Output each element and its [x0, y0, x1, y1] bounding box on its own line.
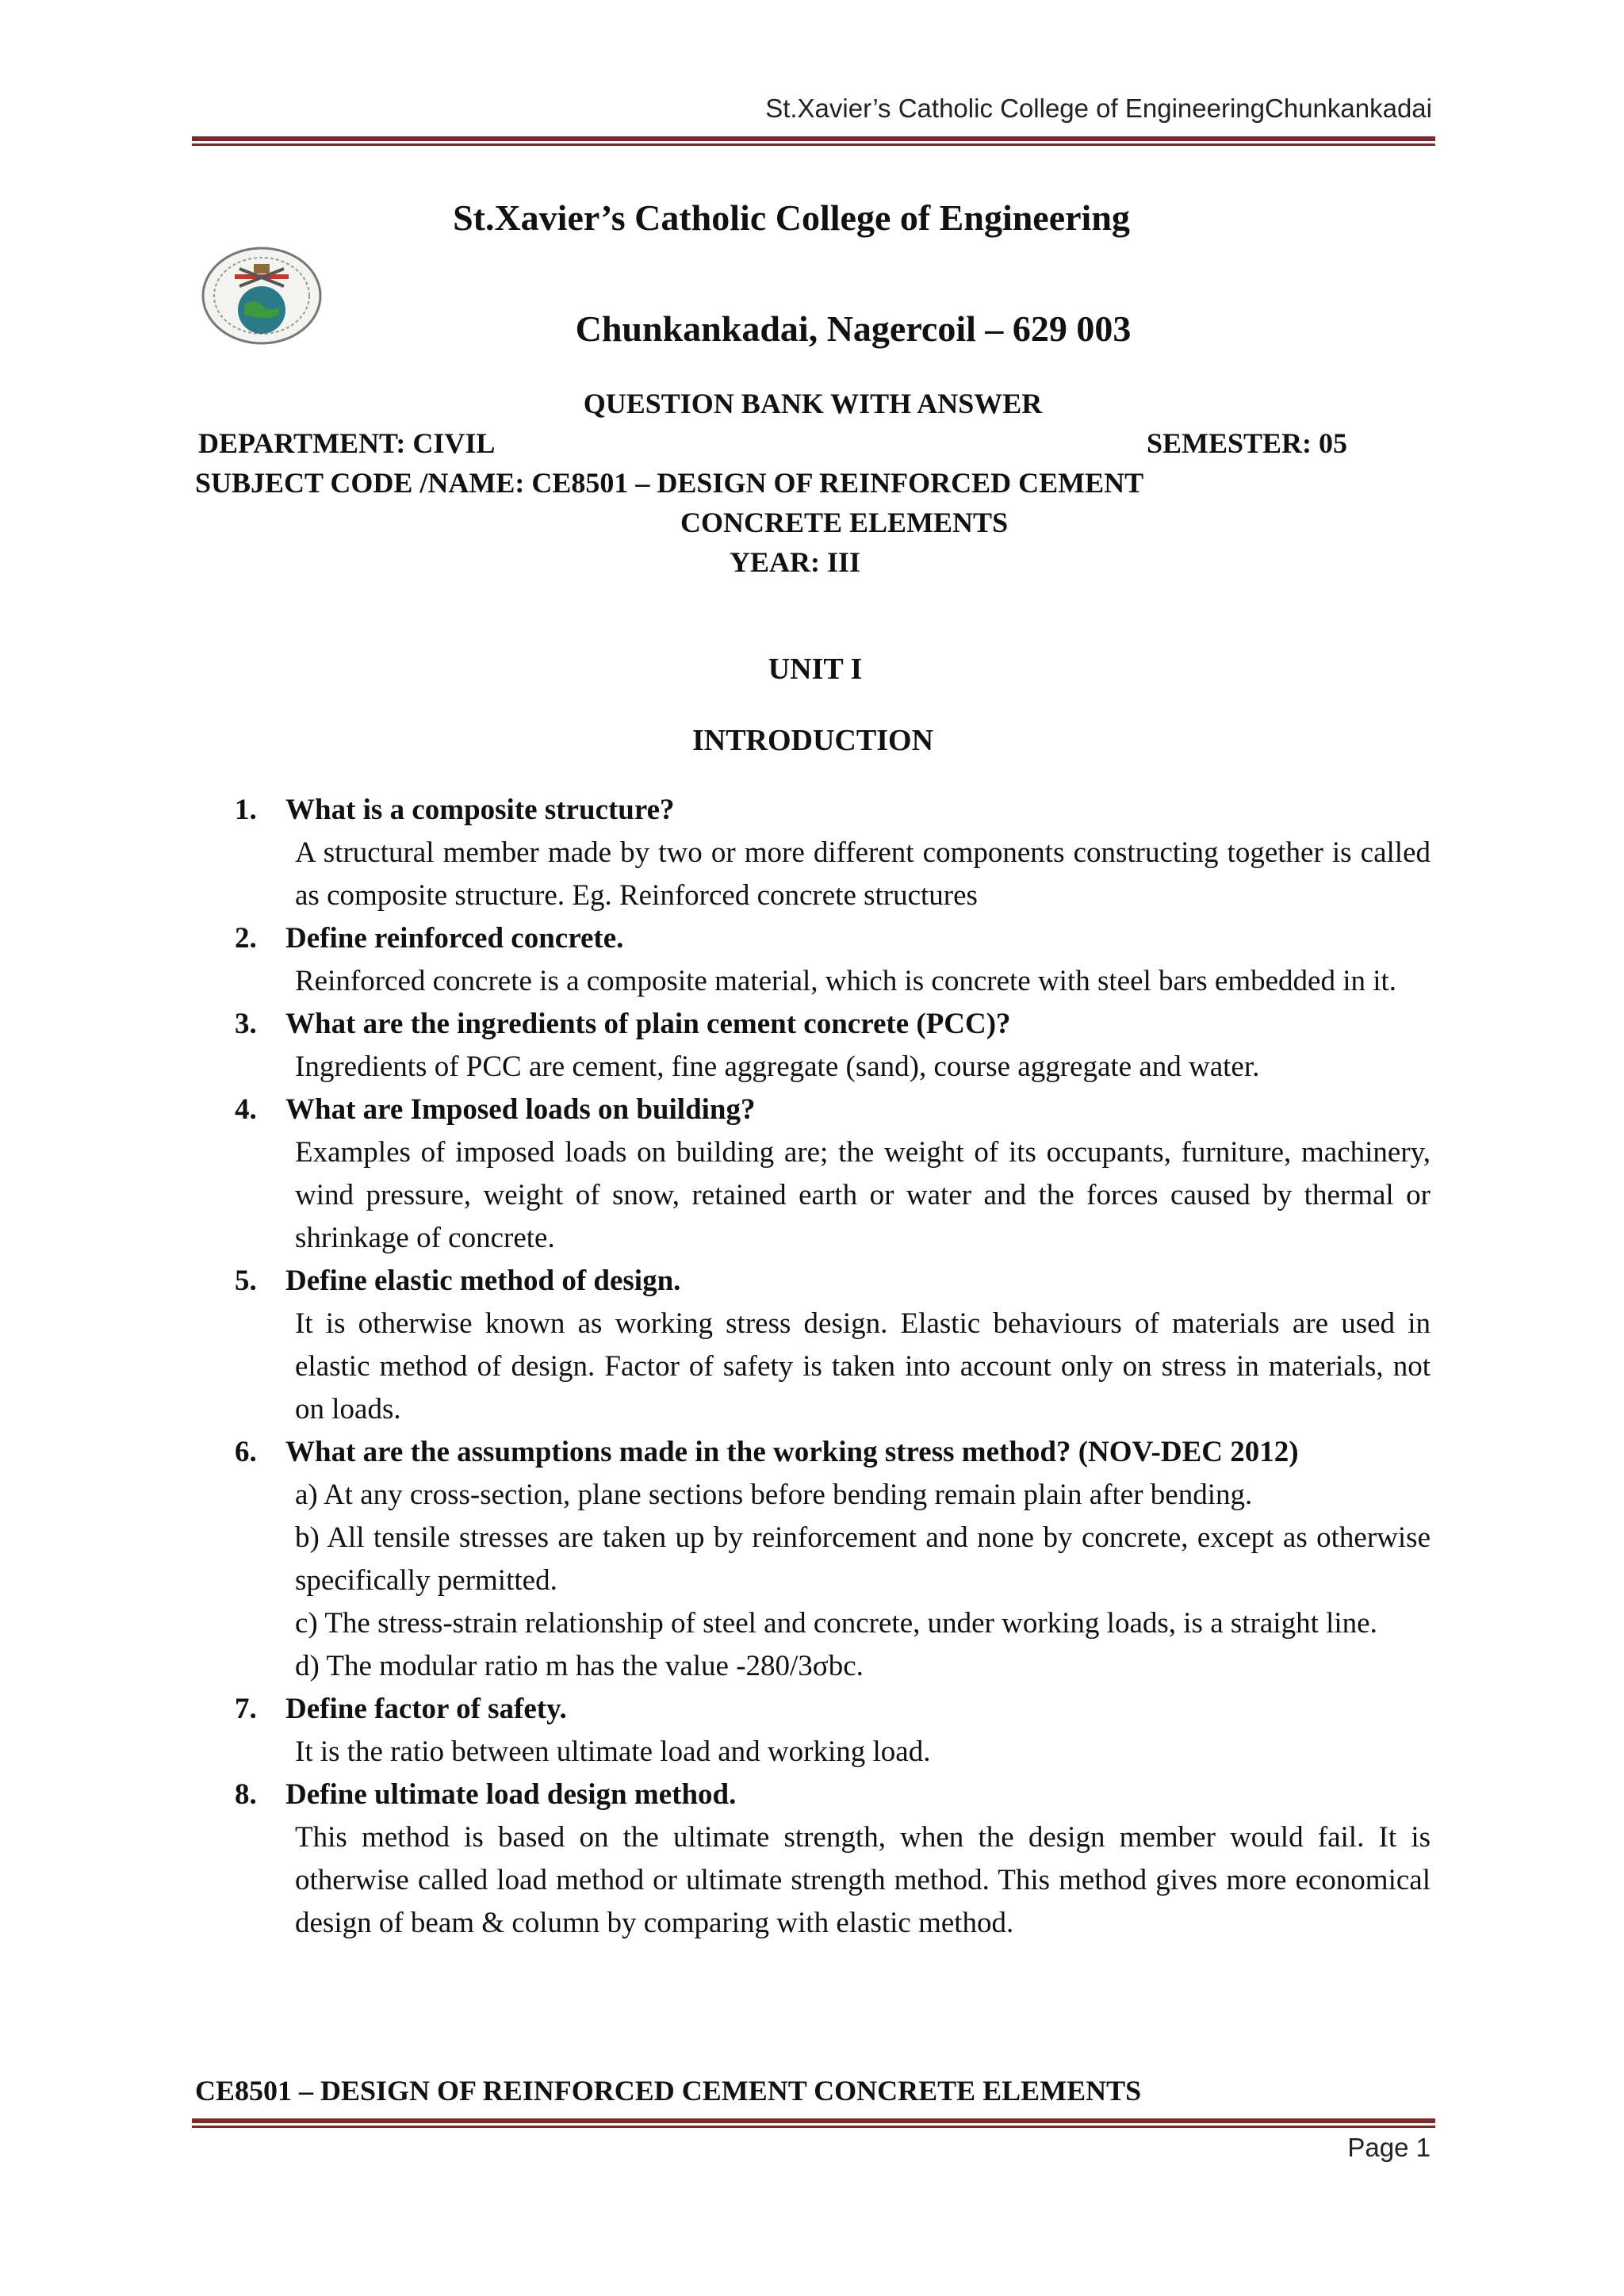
answer — [295, 1816, 1431, 1945]
question — [235, 1260, 1431, 1303]
answer-paragraph: b) All tensile stresses are taken up by reinforcement and none by concrete, except as otherwise specifically permitted. — [295, 1521, 1431, 1597]
answer — [295, 1303, 1431, 1431]
question-text: What are the assumptions made in the working stress method? (NOV-DEC 2012) — [285, 1436, 1299, 1468]
answer — [295, 832, 1431, 917]
question-number: 4. — [235, 1093, 257, 1126]
answer-paragraph: c) The stress-strain relationship of steel and concrete, under working loads, is a straight line. — [295, 1607, 1377, 1640]
answer-paragraph: a) At any cross-section, plane sections before bending remain plain after bending. — [295, 1479, 1253, 1511]
answer — [295, 960, 1431, 1003]
answer — [295, 1474, 1431, 1688]
footer-subject-title: CE8501 – DESIGN OF REINFORCED CEMENT CONCRETE ELEMENTS — [195, 2075, 1142, 2107]
document-type: QUESTION BANK WITH ANSWER — [583, 388, 1043, 419]
answer-paragraph: A structural member made by two or more different components constructing together is called as composite structure. Eg. Reinforced concrete structures — [295, 836, 1431, 912]
answer-paragraph: d) The modular ratio m has the value -280/3σbc. — [295, 1650, 864, 1682]
question-text: Define elastic method of design. — [285, 1265, 681, 1297]
question-item — [235, 1089, 1431, 1260]
question — [235, 1688, 1431, 1731]
page-number: Page 1 — [1347, 2133, 1431, 2162]
question-number: 3. — [235, 1008, 257, 1040]
question-number: 2. — [235, 922, 257, 955]
unit-title: INTRODUCTION — [691, 724, 934, 757]
question-item — [235, 1688, 1431, 1774]
question-text: Define factor of safety. — [285, 1693, 567, 1725]
subject-line-1: SUBJECT CODE /NAME: CE8501 – DESIGN OF REINFORCED CEMENT — [195, 467, 1144, 499]
question — [235, 789, 1431, 832]
question-item — [235, 1260, 1431, 1431]
answer-paragraph: It is the ratio between ultimate load and working load. — [295, 1735, 931, 1768]
question-item — [235, 1003, 1431, 1089]
college-name: St.Xavier’s Catholic College of Engineering — [453, 197, 1130, 238]
question-text: Define ultimate load design method. — [285, 1778, 737, 1811]
question-text: What are Imposed loads on building? — [285, 1093, 756, 1126]
answer — [295, 1731, 1431, 1774]
answer-paragraph: This method is based on the ultimate strength, when the design member would fail. It is otherwise called load method or ultimate strength method. This method gives more economical design of beam & column by comparing with elastic method. — [295, 1821, 1431, 1939]
question-item — [235, 1774, 1431, 1945]
question-number: 8. — [235, 1778, 257, 1811]
footer-rule — [192, 2118, 1435, 2128]
header-rule — [192, 136, 1435, 146]
question-number: 6. — [235, 1436, 257, 1468]
department: DEPARTMENT: CIVIL — [198, 427, 496, 459]
question — [235, 1003, 1431, 1046]
question-item — [235, 1431, 1431, 1688]
answer-paragraph: It is otherwise known as working stress design. Elastic behaviours of materials are used in elastic method of design. Factor of safety is taken into account only on stress in materials, not on loads. — [295, 1307, 1431, 1425]
answer — [295, 1131, 1431, 1260]
question-text: Define reinforced concrete. — [285, 922, 624, 955]
question-item — [235, 917, 1431, 1003]
question-number: 5. — [235, 1265, 257, 1297]
question-item — [235, 789, 1431, 917]
question — [235, 1431, 1431, 1474]
question-number: 7. — [235, 1693, 257, 1725]
college-address: Chunkankadai, Nagercoil – 629 003 — [575, 308, 1132, 349]
semester: SEMESTER: 05 — [1146, 427, 1347, 459]
year: YEAR: III — [730, 546, 861, 578]
question-text: What is a composite structure? — [285, 794, 675, 826]
question-number: 1. — [235, 794, 257, 826]
answer — [295, 1046, 1431, 1089]
unit-label: UNIT I — [768, 652, 863, 686]
question — [235, 1089, 1431, 1131]
answer-paragraph: Examples of imposed loads on building are; the weight of its occupants, furniture, machinery, wind pressure, weight of snow, retained earth or water and the forces caused by thermal or shrinkage of concrete. — [295, 1136, 1431, 1254]
answer-paragraph: Ingredients of PCC are cement, fine aggregate (sand), course aggregate and water. — [295, 1050, 1260, 1083]
subject-line-2: CONCRETE ELEMENTS — [680, 507, 1009, 538]
answer-paragraph: Reinforced concrete is a composite material, which is concrete with steel bars embedded in it. — [295, 965, 1397, 997]
question-text: What are the ingredients of plain cement concrete (PCC)? — [285, 1008, 1011, 1040]
question — [235, 1774, 1431, 1816]
question-list — [235, 789, 1431, 1945]
question — [235, 917, 1431, 960]
running-header: St.Xavier’s Catholic College of EngineeringChunkankadai — [765, 94, 1432, 123]
